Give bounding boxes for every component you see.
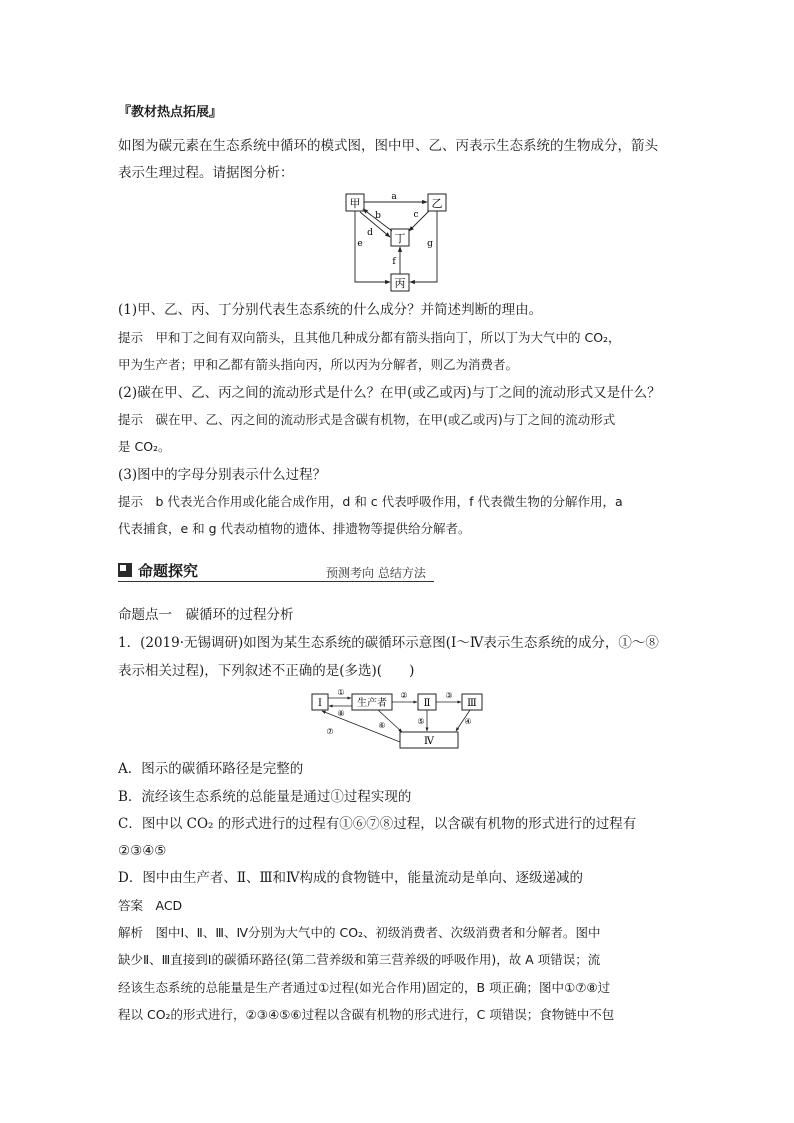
option-c-line-1: C．图中以 CO₂ 的形式进行的过程有①⑥⑦⑧过程，以含碳有机物的形式进行的过程有 [118, 816, 637, 832]
section-rule [118, 581, 434, 582]
intro-line-1: 如图为碳元素在生态系统中循环的模式图，图中甲、乙、丙表示生态系统的生物成分，箭头 [118, 138, 658, 154]
section-title: 命题探究 [138, 562, 199, 580]
mcq-stem-line-2: 表示相关过程)，下列叙述不正确的是(多选)( ) [118, 663, 415, 679]
label-3: ③ [445, 691, 453, 700]
mcq-stem-line-1: 1．(2019·无锡调研)如图为某生态系统的碳循环示意图(Ⅰ～Ⅳ表示生态系统的成分，①～⑧ [118, 635, 659, 651]
hint-1-line-1: 提示 甲和丁之间有双向箭头，且其他几种成分都有箭头指向丁，所以丁为大气中的 CO₂， [118, 330, 621, 345]
section-subtitle: 预测考向 总结方法 [326, 566, 426, 580]
node-II: Ⅱ [423, 698, 431, 709]
label-e: e [357, 239, 363, 249]
question-1: (1)甲、乙、丙、丁分别代表生态系统的什么成分？并简述判断的理由。 [118, 302, 543, 318]
hint-3-line-1: 提示 b 代表光合作用或化能合成作用，d 和 c 代表呼吸作用，f 代表微生物的分解作用，a [118, 494, 623, 509]
node-producer: 生产者 [357, 698, 387, 709]
node-yi: 乙 [431, 197, 443, 210]
proposition-point: 命题点一 碳循环的过程分析 [118, 607, 294, 623]
question-2: (2)碳在甲、乙、丙之间的流动形式是什么？在甲(或乙或丙)与丁之间的流动形式又是什么？ [118, 385, 661, 401]
node-I: Ⅰ [318, 698, 322, 709]
intro-line-2: 表示生理过程。请据图分析： [118, 165, 294, 181]
section-square-inner [120, 565, 126, 571]
hint-1-line-2: 甲为生产者；甲和乙都有箭头指向丙，所以丙为分解者，则乙为消费者。 [118, 357, 519, 372]
hint-3-line-2: 代表捕食，e 和 g 代表动植物的遗体、排遗物等提供给分解者。 [118, 521, 471, 536]
question-3: (3)图中的字母分别表示什么过程？ [118, 467, 327, 483]
option-a: A．图示的碳循环路径是完整的 [118, 761, 304, 777]
label-6: ⑥ [378, 721, 386, 730]
label-2: ② [400, 691, 408, 700]
label-a: a [391, 192, 397, 202]
arrow-c [409, 211, 429, 231]
analysis-line-2: 缺少Ⅱ、Ⅲ直接到Ⅰ的碳循环路径(第二营养级和第三营养级的呼吸作用)，故 A 项错误；流 [118, 952, 601, 967]
node-jia: 甲 [349, 197, 361, 210]
label-7: ⑦ [326, 727, 334, 736]
node-III: Ⅲ [467, 698, 477, 709]
node-IV: Ⅳ [424, 736, 434, 747]
answer: 答案 ACD [118, 898, 183, 913]
option-d: D．图中由生产者、Ⅱ、Ⅲ和Ⅳ构成的食物链中，能量流动是单向、逐级递减的 [118, 870, 584, 886]
option-c-line-2: ②③④⑤ [118, 843, 167, 859]
analysis-line-3: 经该生态系统的总能量是生产者通过①过程(如光合作用)固定的，B 项正确；图中①⑦⑧过 [118, 980, 611, 995]
section-header-tag: 『教材热点拓展』 [118, 105, 223, 120]
label-c: c [413, 210, 419, 220]
arrow-g [410, 211, 437, 282]
carbon-cycle-diagram [330, 188, 460, 296]
label-5: ⑤ [417, 717, 425, 726]
label-f: f [392, 257, 396, 267]
label-8: ⑧ [337, 709, 345, 718]
section-heading [118, 560, 434, 582]
mcq-carbon-cycle-diagram [308, 686, 490, 752]
node-bing: 丙 [394, 277, 406, 290]
label-d: d [367, 228, 373, 238]
label-g: g [427, 239, 433, 249]
label-4: ④ [464, 717, 472, 726]
arrow-7 [322, 711, 400, 742]
analysis-line-4: 程以 CO₂的形式进行，②③④⑤⑥过程以含碳有机物的形式进行，C 项错误；食物链中不包 [118, 1007, 615, 1022]
hint-2-line-2: 是 CO₂。 [118, 439, 171, 454]
option-b: B．流经该生态系统的总能量是通过①过程实现的 [118, 789, 412, 805]
label-1: ① [337, 688, 345, 697]
node-ding: 丁 [394, 232, 406, 245]
hint-2-line-1: 提示 碳在甲、乙、丙之间的流动形式是含碳有机物，在甲(或乙或丙)与丁之间的流动形式 [118, 412, 616, 427]
label-b: b [375, 211, 381, 221]
analysis-line-1: 解析 图中Ⅰ、Ⅱ、Ⅲ、Ⅳ分别为大气中的 CO₂、初级消费者、次级消费者和分解者。图中 [118, 925, 601, 940]
